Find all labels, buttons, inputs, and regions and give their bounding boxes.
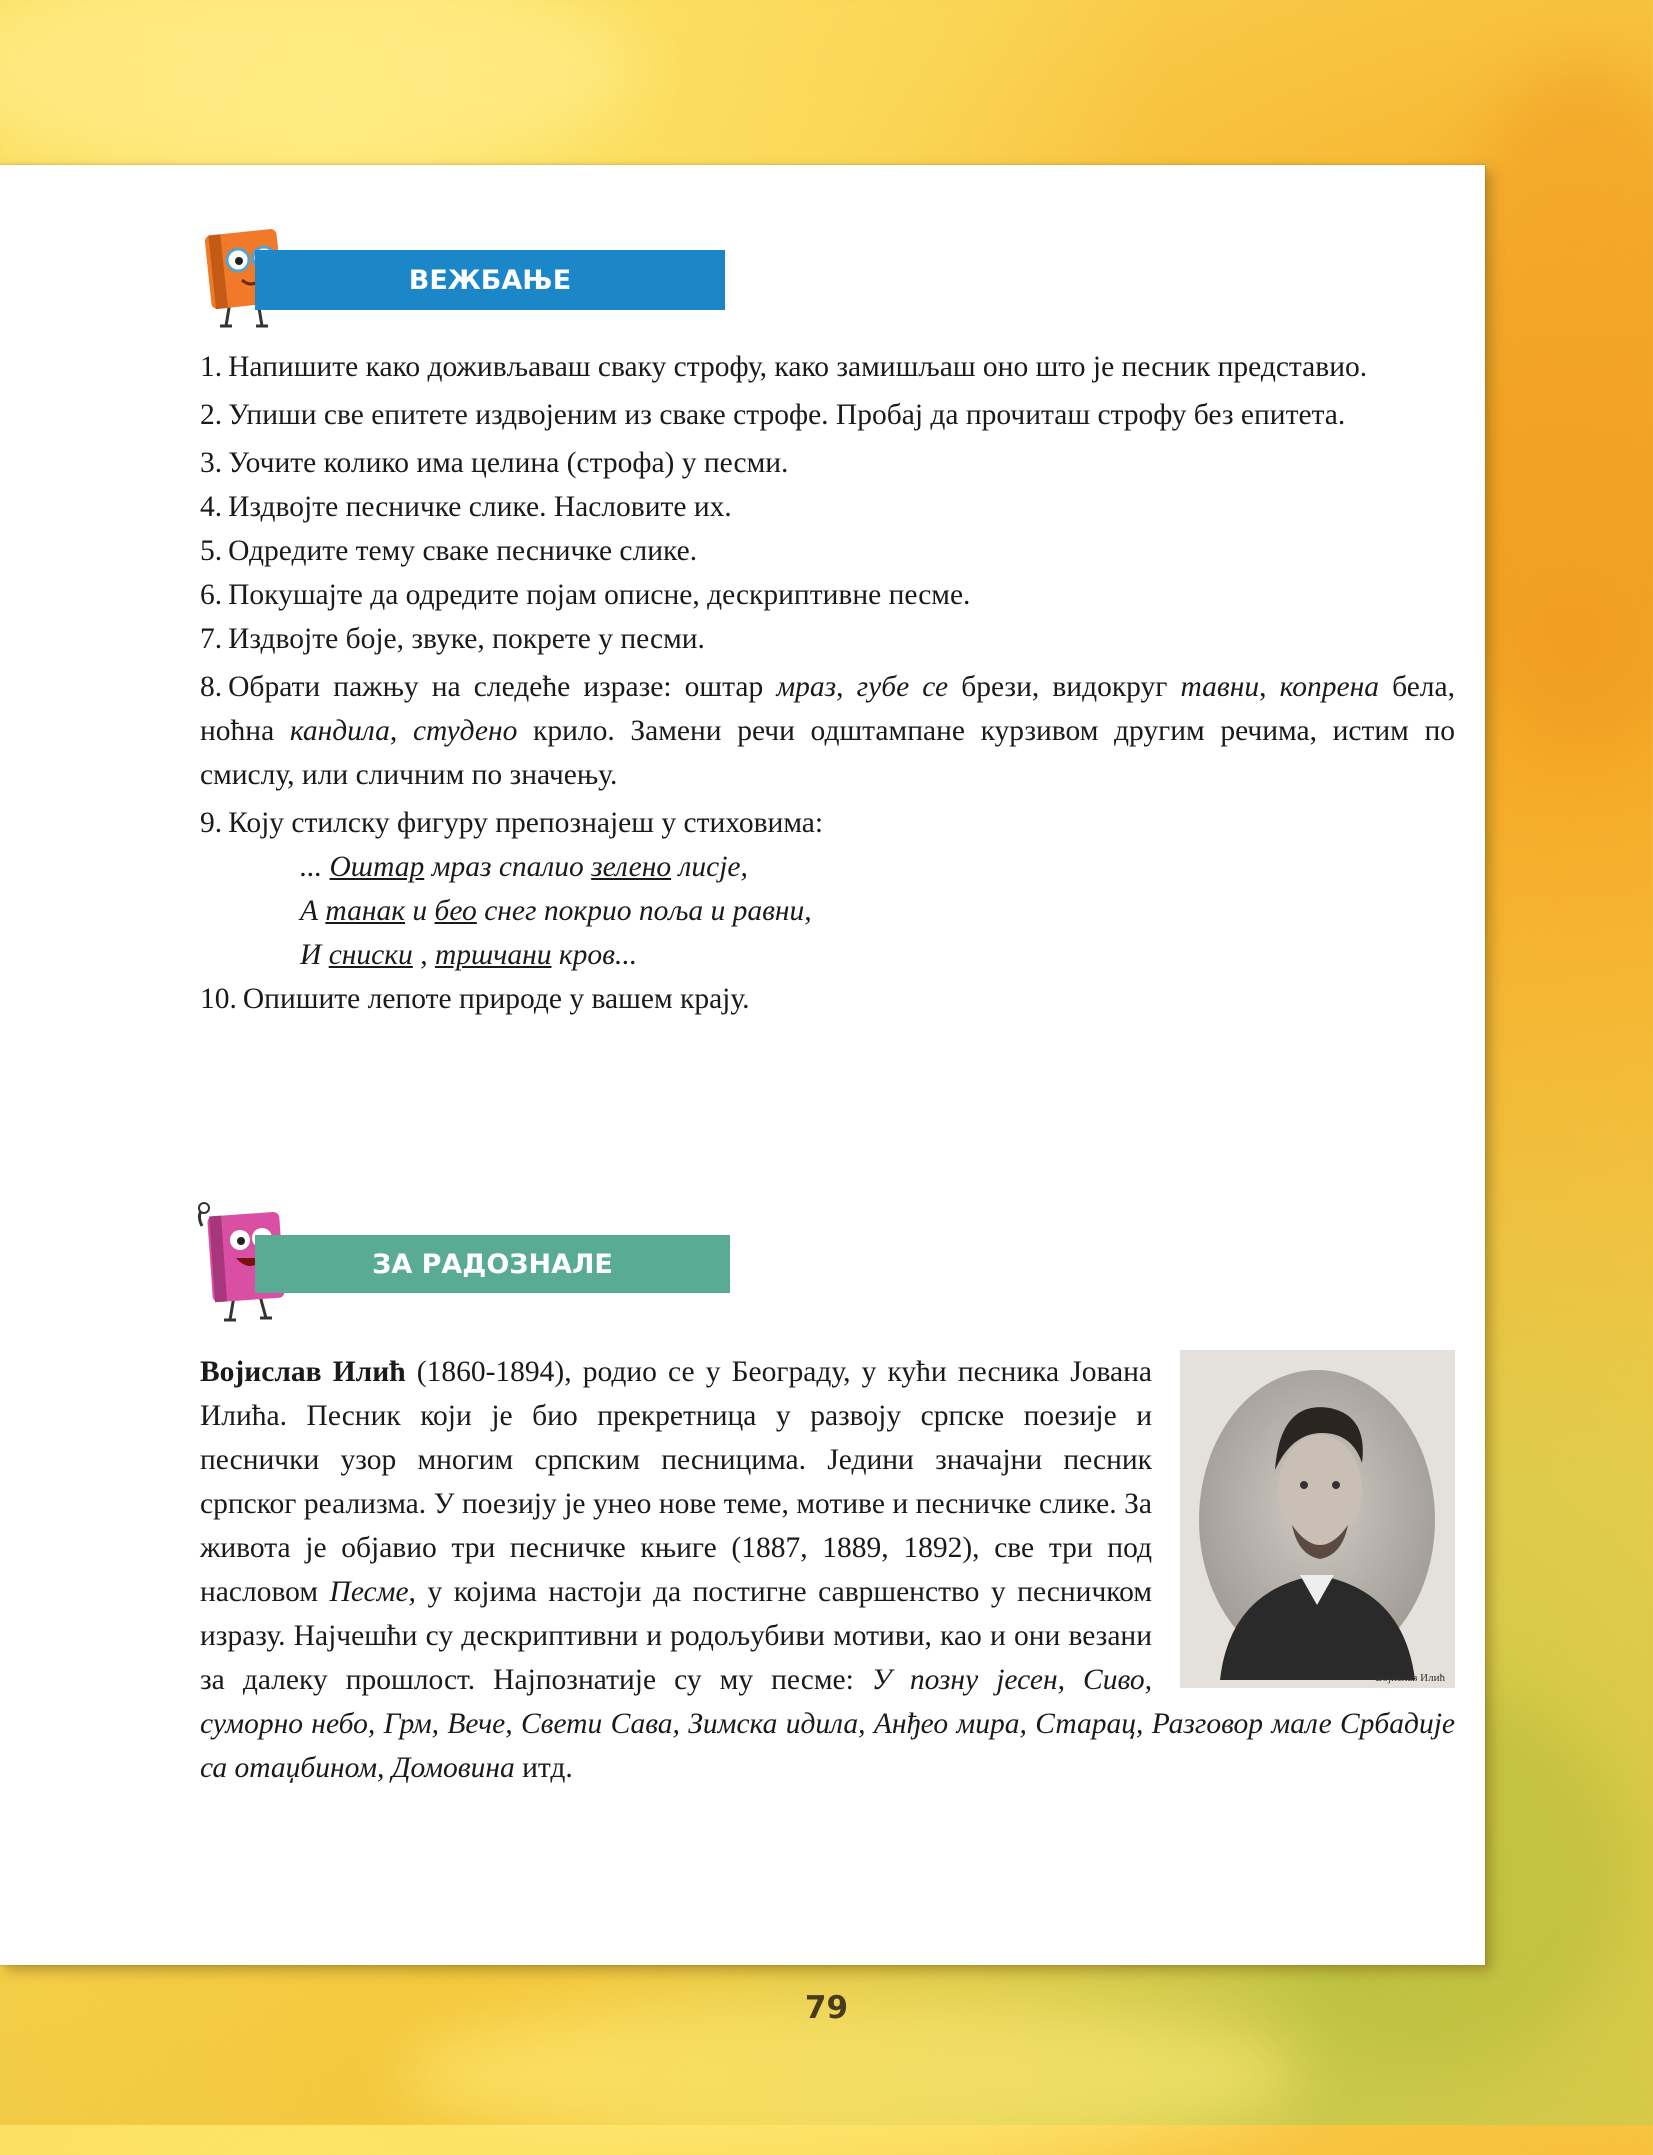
text-run: И	[300, 939, 329, 971]
exercise-item-text: Упиши све епитете издвојеним из сваке строфе. Пробај да прочиташ строфу без епитета.	[228, 399, 1346, 431]
text-run: тавни	[1180, 671, 1260, 703]
text-run: мраз	[776, 671, 837, 703]
exercise-item-10	[200, 977, 1455, 1021]
text-run: ...	[300, 851, 330, 883]
text-run: Песме,	[329, 1576, 416, 1608]
text-run: бела, ноћна	[200, 671, 1455, 747]
exercise-banner	[195, 250, 725, 310]
portrait-caption: Војислав Илић	[1375, 1672, 1445, 1684]
portrait-image	[1180, 1350, 1455, 1688]
page-number: 79	[804, 1990, 849, 2026]
exercise-item-8	[200, 665, 1455, 797]
text-run: ,	[1259, 671, 1280, 703]
text-run: зелено	[591, 851, 672, 883]
text-run: Обрати пажњу на следеће изразе: оштар	[228, 671, 777, 703]
exercise-item-text: Напишите како доживљаваш сваку строфу, како замишљаш оно што је песник представио.	[228, 351, 1368, 383]
text-run: кандила	[289, 715, 390, 747]
item-number: 7.	[200, 623, 223, 655]
text-run: У позну јесен, Сиво, суморно небо, Грм, Вече, Свети Сава, Зимска идила, Анђео мира, Старац, Разговор мале Србадије са отаџбином, Домовина	[200, 1664, 1455, 1784]
item-number: 3.	[200, 447, 223, 479]
biography	[200, 1350, 1455, 1790]
exercise-item-6	[200, 573, 1455, 617]
verse-line	[300, 933, 1455, 977]
exercise-item-text	[200, 671, 1455, 791]
item-number: 8.	[200, 671, 223, 703]
exercise-item-text: Издвојте песничке слике. Насловите их.	[228, 491, 732, 523]
text-run: танак	[325, 895, 406, 927]
text-run: сниски	[328, 939, 413, 971]
text-run: губе се	[856, 671, 949, 703]
text-run: ,	[389, 715, 413, 747]
poem-verses	[300, 845, 1455, 977]
exercise-item-text: Коју стилску фигуру препознајеш у стиховима:	[228, 807, 824, 839]
text-run: лисје,	[671, 851, 748, 883]
exercise-item-4	[200, 485, 1455, 529]
item-number: 4.	[200, 491, 223, 523]
exercise-item-9	[200, 801, 1455, 845]
exercise-item-text: Уочите колико има целина (строфа) у песми.	[228, 447, 789, 479]
text-run: бео	[434, 895, 477, 927]
exercise-item-text: Одредите тему сваке песничке слике.	[228, 535, 698, 567]
exercise-item-2	[200, 393, 1455, 437]
exercise-item-7	[200, 617, 1455, 661]
text-run: (1860-1894), родио се у Београду, у кући песника Јована Илића. Песник који је био прекретница у развоју српске поезије и песнички узор многим српским песницима. Једини значајни песник српског реализма. У поезију је унео нове теме, мотиве и песничке слике. За живота је објавио три песничке књиге (1887, 1889, 1892), све три под насловом	[200, 1356, 1152, 1608]
item-number: 2.	[200, 399, 223, 431]
portrait-photo	[1180, 1350, 1455, 1688]
exercise-banner-title: ВЕЖБАЊЕ	[255, 250, 725, 310]
text-run: брези, видокруг	[948, 671, 1181, 703]
exercise-item-text: Издвојте боје, звуке, покрете у песми.	[228, 623, 705, 655]
text-run: у којима настоји да постигне савршенство у песничком изразу. Најчешћи су дескриптивни и родољубиви мотиви, као и они везани за далеку прошлост. Најпознатије су му песме:	[200, 1576, 1152, 1696]
text-run: Војислав Илић	[200, 1356, 406, 1388]
item-number: 6.	[200, 579, 223, 611]
verse-line	[300, 889, 1455, 933]
text-run: копрена	[1279, 671, 1379, 703]
exercise-item-5	[200, 529, 1455, 573]
item-number: 10.	[200, 983, 237, 1015]
item-number: 1.	[200, 351, 223, 383]
exercise-item-3	[200, 441, 1455, 485]
text-run: ,	[412, 939, 435, 971]
text-run: крило. Замени речи одштампане курзивом другим речима, истим по смислу, или сличним по значењу.	[200, 715, 1456, 791]
text-run: А	[300, 895, 326, 927]
text-run: ,	[836, 671, 857, 703]
exercise-item-text: Покушајте да одредите појам описне, дескриптивне песме.	[228, 579, 971, 611]
item-number: 5.	[200, 535, 223, 567]
text-run: кров...	[551, 939, 638, 971]
exercise-item-text: Опишите лепоте природе у вашем крају.	[242, 983, 750, 1015]
exercise-item-1	[200, 345, 1455, 389]
text-run: Оштар	[329, 851, 425, 883]
text-run: снег покрио поља и равни,	[476, 895, 812, 927]
text-run: тршчани	[434, 939, 552, 971]
background-wash	[0, 0, 640, 180]
verse-line	[300, 845, 1455, 889]
item-number: 9.	[200, 807, 223, 839]
exercise-list	[200, 345, 1455, 1021]
textbook-page	[0, 165, 1485, 1965]
curious-banner-title: ЗА РАДОЗНАЛЕ	[255, 1235, 730, 1293]
curious-banner	[195, 1235, 730, 1293]
text-run: итд.	[514, 1752, 573, 1784]
text-run: студено	[412, 715, 518, 747]
text-run: мраз спалио	[424, 851, 592, 883]
text-run: и	[405, 895, 435, 927]
